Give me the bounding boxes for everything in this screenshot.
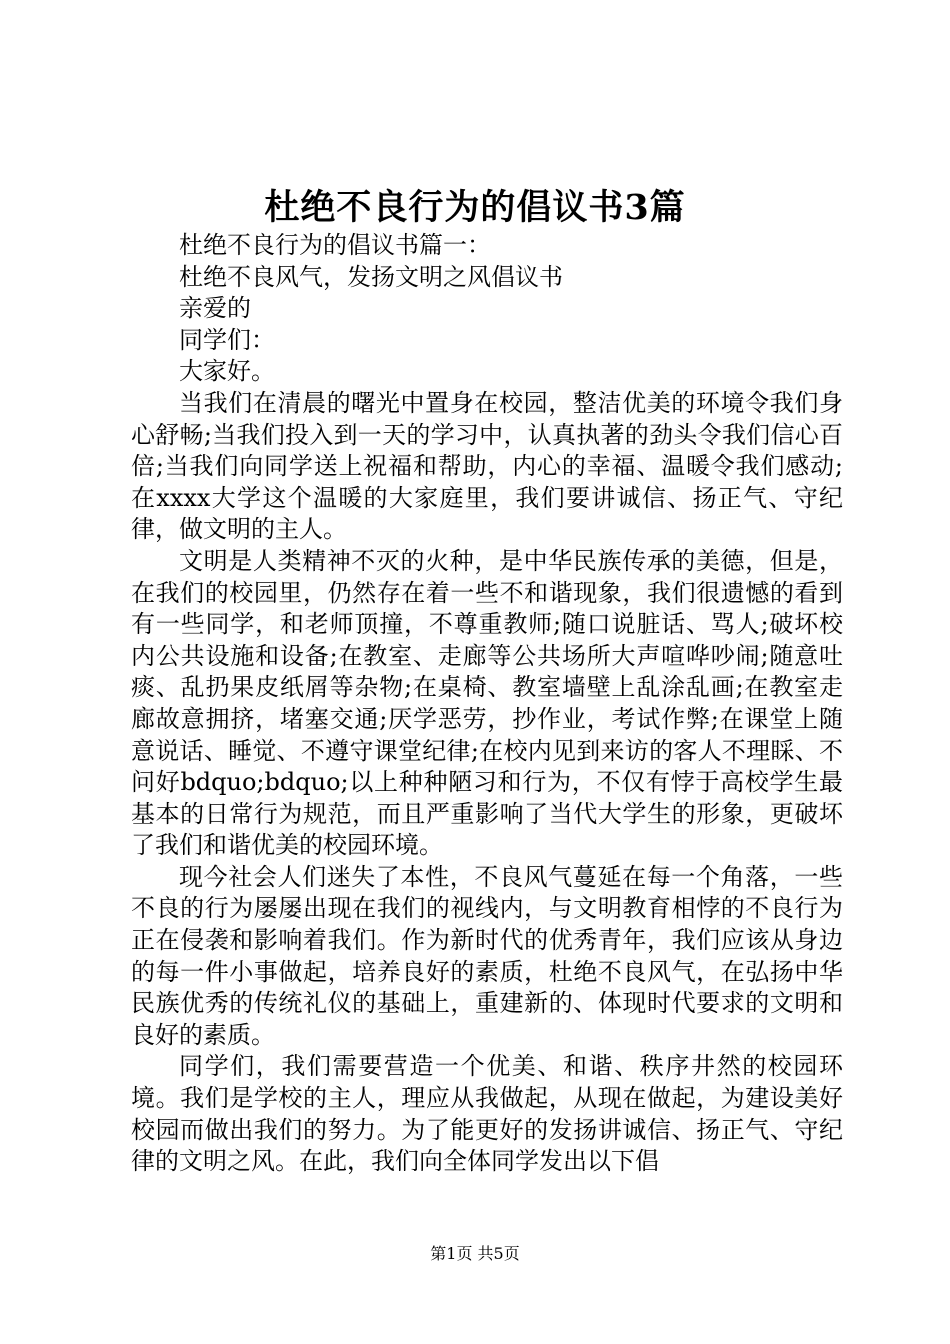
proposal-heading: 杜绝不良风气，发扬文明之风倡议书: [179, 262, 563, 291]
subtitle-line: 杜绝不良行为的倡议书篇一：: [179, 231, 491, 259]
document-body: [131, 230, 843, 1178]
body-paragraph: 当我们在清晨的曙光中置身在校园，整洁优美的环境令我们身心舒畅;当我们投入到一天的学习中，认真执著的劲头令我们信心百倍;当我们向同学送上祝福和帮助，内心的幸福、温暖令我们感动;在xxxx大学这个温暖的大家庭里，我们要讲诚信、扬正气、守纪律，做文明的主人。: [131, 388, 843, 544]
greeting-line: 大家好。: [179, 357, 275, 386]
salutation-line: 亲爱的: [179, 294, 251, 323]
salutation-addressee: 同学们：: [179, 325, 275, 354]
page-footer: 第1页 共5页: [430, 1244, 520, 1263]
body-paragraph: 文明是人类精神不灭的火种，是中华民族传承的美德，但是，在我们的校园里，仍然存在着一些不和谐现象，我们很遗憾的看到有一些同学，和老师顶撞，不尊重教师;随口说脏话、骂人;破坏校内公共设施和设备;在教室、走廊等公共场所大声喧哗吵闹;随意吐痰、乱扔果皮纸屑等杂物;在桌椅、教室墙壁上乱涂乱画;在教室走廊故意拥挤，堵塞交通;厌学恶劳，抄作业，考试作弊;在课堂上随意说话、睡觉、不遵守课堂纪律;在校内见到来访的客人不理睬、不问好bdquo;bdquo;以上种种陋习和行为，不仅有悖于高校学生最基本的日常行为规范，而且严重影响了当代大学生的形象，更破坏了我们和谐优美的校园环境。: [131, 546, 843, 860]
body-paragraph: 现今社会人们迷失了本性，不良风气蔓延在每一个角落，一些不良的行为屡屡出现在我们的视线内，与文明教育相悖的不良行为正在侵袭和影响着我们。作为新时代的优秀青年，我们应该从身边的每一件小事做起，培养良好的素质，杜绝不良风气，在弘扬中华民族优秀的传统礼仪的基础上，重建新的、体现时代要求的文明和良好的素质。: [131, 862, 843, 1049]
body-paragraph: 同学们，我们需要营造一个优美、和谐、秩序井然的校园环境。我们是学校的主人，理应从我做起，从现在做起，为建设美好校园而做出我们的努力。为了能更好的发扬讲诚信、扬正气、守纪律的文明之风。在此，我们向全体同学发出以下倡: [131, 1052, 843, 1176]
document-title: 杜绝不良行为的倡议书3篇: [264, 187, 686, 228]
